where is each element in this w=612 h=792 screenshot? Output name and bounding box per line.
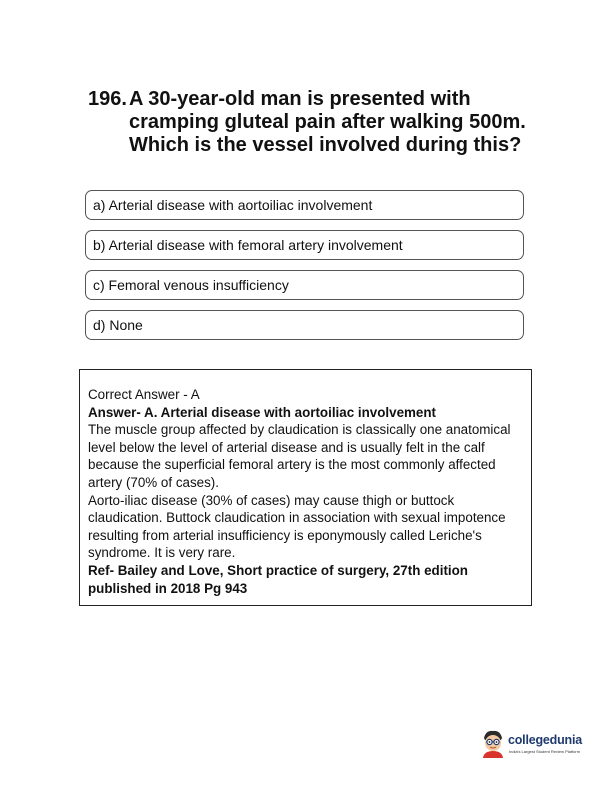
explanation-paragraph-1: The muscle group affected by claudication is classically one anatomical level below the level of arterial disease and is usually felt in the calf because the superficial femoral artery is the most commonly affected artery (70% of cases). <box>88 422 511 490</box>
avatar-mascot-icon <box>480 729 506 759</box>
option-d[interactable]: d) None <box>85 310 524 340</box>
option-b[interactable]: b) Arterial disease with femoral artery involvement <box>85 230 524 260</box>
option-a[interactable]: a) Arterial disease with aortoiliac involvement <box>85 190 524 220</box>
logo-tagline: India's Largest Student Review Platform <box>509 749 581 754</box>
question-text: A 30-year-old man is presented with cramping gluteal pain after walking 500m. Which is the vessel involved during this? <box>129 88 526 156</box>
collegedunia-logo <box>480 727 598 763</box>
logo-name: collegedunia <box>508 733 583 747</box>
answer-heading: Answer- A. Arterial disease with aortoiliac involvement <box>88 404 437 420</box>
answer-explanation-box <box>79 369 532 606</box>
option-c[interactable]: c) Femoral venous insufficiency <box>85 270 524 300</box>
explanation-paragraph-2: Aorto-iliac disease (30% of cases) may cause thigh or buttock claudication. Buttock claudication in association with sexual impotence resulting from arterial insufficiency is eponymously called Leriche's syndrome. It is very rare. <box>88 492 506 561</box>
correct-answer-line: Correct Answer - A <box>88 387 200 402</box>
question-number: 196. <box>88 88 127 110</box>
question <box>88 88 528 157</box>
reference-text: Ref- Bailey and Love, Short practice of surgery, 27th edition published in 2018 Pg 943 <box>88 562 468 596</box>
